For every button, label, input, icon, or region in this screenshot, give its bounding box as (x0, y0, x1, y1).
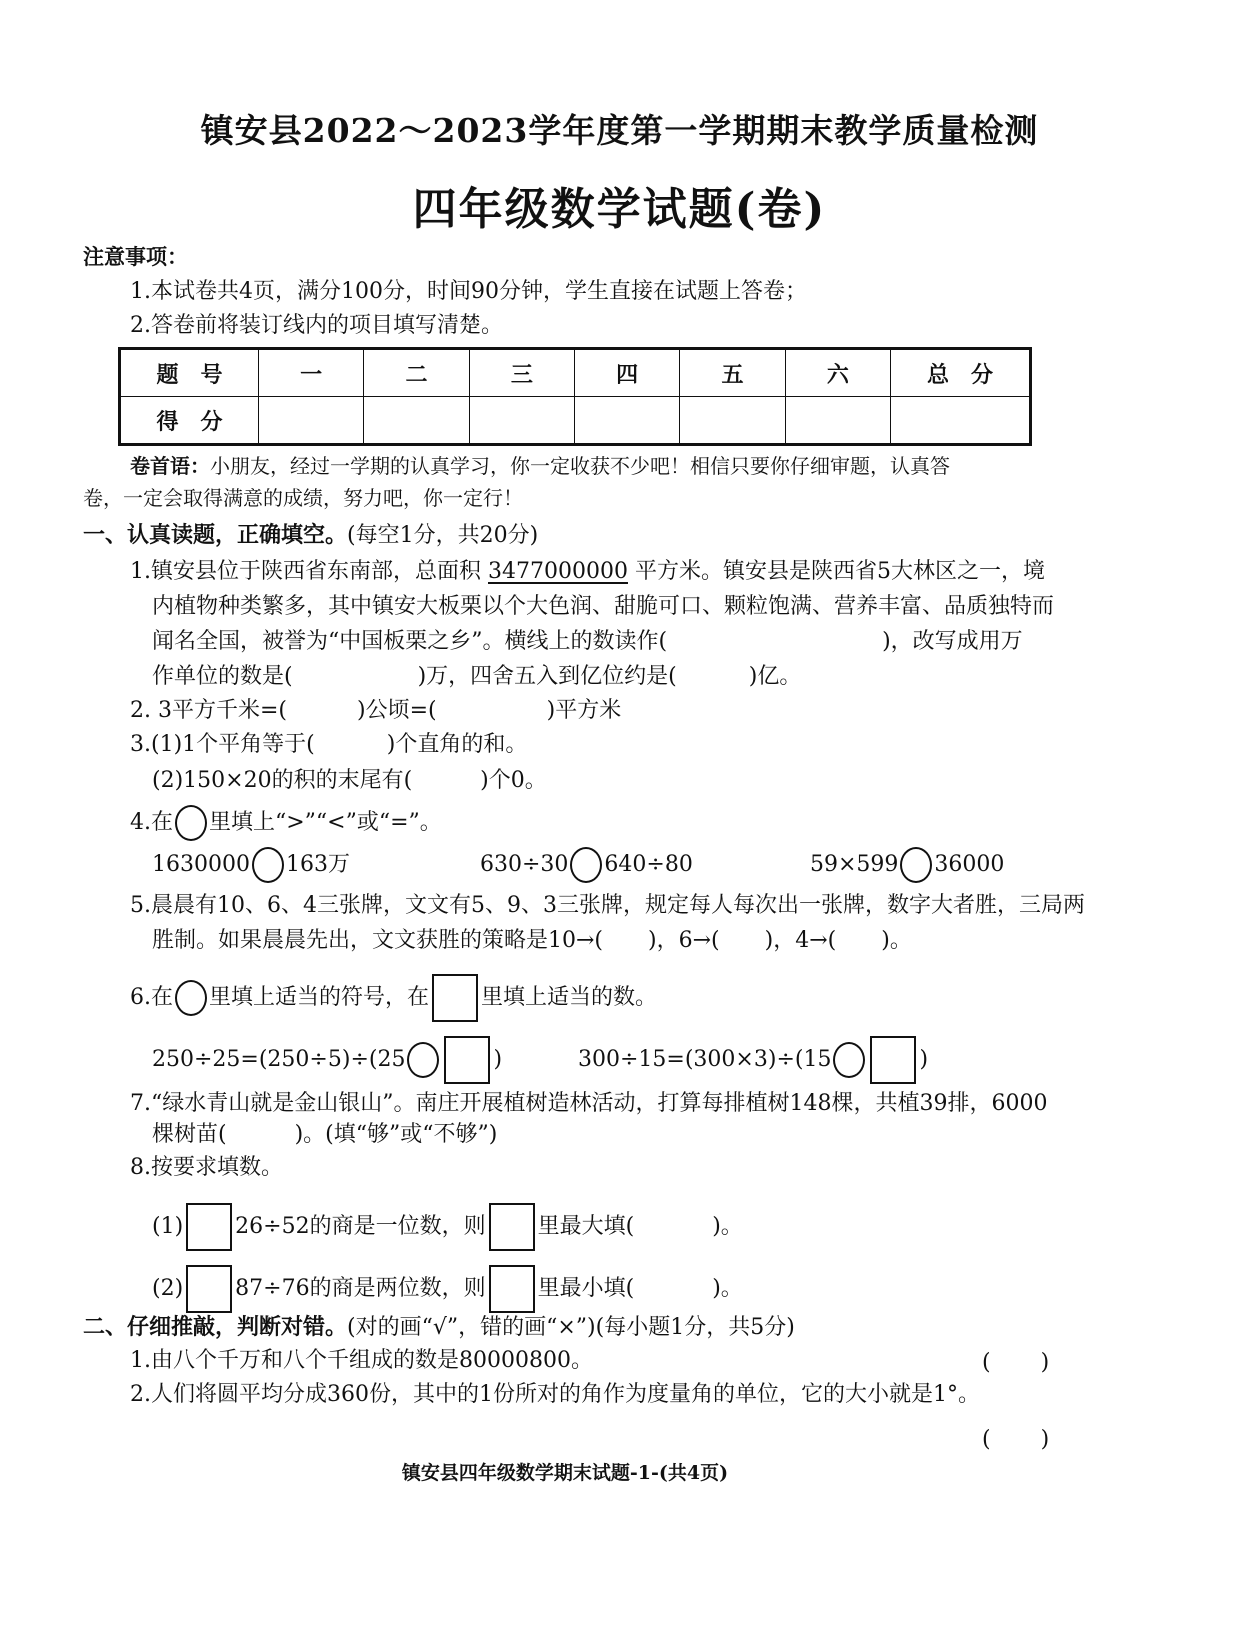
question-3-2 (152, 766, 547, 796)
text: ( (982, 1427, 991, 1452)
page-footer: 镇安县四年级数学期末试题-1-(共4页) (401, 1462, 729, 1484)
score-input[interactable] (259, 397, 364, 445)
text: 棵树苗( (152, 1122, 227, 1147)
text: 1.镇安县位于陕西省东南部，总面积 (130, 559, 481, 584)
text: ( (982, 1350, 991, 1375)
compare-circle[interactable] (252, 847, 284, 883)
table-cell: 六 (785, 349, 890, 397)
text: 36000 (934, 852, 1005, 877)
text: 163万 (285, 852, 350, 877)
text: 胜制。如果晨晨先出，文文获胜的策略是10→( (152, 928, 604, 953)
question-1-line (152, 662, 801, 692)
question-2 (130, 696, 621, 726)
judge-item: 2.人们将圆平均分成360份，其中的1份所对的角作为度量角的单位，它的大小就是1°。 (130, 1382, 980, 1407)
judge-item: 1.由八个千万和八个千组成的数是80000800。 (130, 1348, 593, 1373)
table-cell: 三 (469, 349, 574, 397)
number-box[interactable] (870, 1036, 916, 1084)
table-cell: 总 分 (891, 349, 1031, 397)
text: )。(填“够”或“不够”) (294, 1122, 498, 1147)
question-7-line (152, 1120, 497, 1150)
table-cell: 二 (364, 349, 469, 397)
text: 300÷15=(300×3)÷(15 (578, 1047, 832, 1072)
comparison (480, 847, 693, 883)
preface-text: 小朋友，经过一学期的认真学习，你一定收获不少吧！相信只要你仔细审题，认真答 (210, 454, 950, 478)
compare-circle[interactable] (570, 847, 602, 883)
circle-icon (175, 805, 207, 841)
table-cell: 题 号 (120, 349, 259, 397)
digit-box[interactable] (186, 1265, 232, 1313)
comparison (152, 847, 350, 883)
question-8-2 (152, 1265, 743, 1313)
table-cell: 四 (574, 349, 679, 397)
score-input[interactable] (469, 397, 574, 445)
compare-circle[interactable] (900, 847, 932, 883)
note-item: 1.本试卷共4页，满分100分，时间90分钟，学生直接在试题上答卷； (130, 279, 807, 304)
table-row (120, 397, 1031, 445)
equation (152, 1036, 502, 1084)
preface-text: 卷，一定会取得满意的成绩，努力吧，你一定行！ (83, 486, 523, 510)
text: 里最大填( (537, 1214, 635, 1239)
score-table (118, 347, 1032, 446)
text: 里填上“>”“<”或“=”。 (209, 810, 442, 835)
text: )公顷=( (357, 698, 437, 723)
section-title: 一、认真读题，正确填空。 (83, 522, 348, 548)
text: )，改写成用万 (882, 629, 1023, 654)
question-5-line: 5.晨晨有10、6、4三张牌，文文有5、9、3三张牌，规定每人每次出一张牌，数字大者胜，三局两 (130, 893, 1085, 918)
text: 作单位的数是( (152, 664, 293, 689)
preface-label: 卷首语： (130, 454, 210, 478)
square-icon (489, 1203, 535, 1251)
score-input[interactable] (891, 397, 1031, 445)
question-3-1 (130, 730, 527, 760)
score-input[interactable] (680, 397, 785, 445)
text: 闻名全国，被誉为“中国板栗之乡”。横线上的数读作( (152, 629, 668, 654)
table-cell: 得 分 (120, 397, 259, 445)
section1-heading (83, 520, 538, 551)
exam-title: 四年级数学试题(卷) (412, 184, 827, 235)
square-icon (489, 1265, 535, 1313)
judge-answer[interactable] (982, 1425, 1049, 1455)
text: 4.在 (130, 810, 173, 835)
number-box[interactable] (444, 1036, 490, 1084)
text: )。 (881, 928, 912, 953)
note-item: 2.答卷前将装订线内的项目填写清楚。 (130, 313, 503, 338)
score-note: (每空1分，共20分) (347, 523, 539, 548)
text: )亿。 (748, 664, 802, 689)
text: (2) (152, 1276, 184, 1301)
text: ) (493, 1047, 503, 1072)
question-1-line (152, 627, 1023, 657)
text: 平方米。镇安县是陕西省5大林区之一，境 (634, 559, 1045, 584)
text: 2. 3平方千米=( (130, 698, 287, 723)
text: )万，四舍五入到亿位约是( (417, 664, 677, 689)
notes-heading: 注意事项： (83, 244, 188, 269)
score-note: (对的画“√”，错的画“×”)(每小题1分，共5分) (347, 1315, 795, 1340)
text: )个直角的和。 (386, 732, 528, 757)
circle-icon (175, 980, 207, 1016)
text: ) (1040, 1350, 1050, 1375)
judge-answer[interactable] (982, 1348, 1049, 1378)
symbol-circle[interactable] (833, 1042, 865, 1078)
text: 1630000 (152, 852, 250, 877)
question-8-1 (152, 1203, 743, 1251)
text: 59×599 (810, 852, 899, 877)
text: )平方米 (546, 698, 622, 723)
text: (1) (152, 1214, 184, 1239)
text: ) (1040, 1427, 1050, 1452)
exam-title-line1: 镇安县2022～2023学年度第一学期期末教学质量检测 (200, 111, 1039, 150)
text: 3.(1)1个平角等于( (130, 732, 315, 757)
table-row (120, 349, 1031, 397)
question-4 (130, 805, 442, 841)
text: )，4→( (764, 928, 837, 953)
score-input[interactable] (574, 397, 679, 445)
text: 里填上适当的符号，在 (209, 985, 430, 1010)
underlined-number: 3477000000 (488, 559, 628, 584)
section2-heading (83, 1312, 795, 1343)
text: 87÷76的商是两位数，则 (235, 1276, 486, 1301)
text: 630÷30 (480, 852, 569, 877)
preface (130, 451, 950, 481)
section-title: 二、仔细推敲，判断对错。 (83, 1314, 348, 1340)
text: )。 (712, 1214, 743, 1239)
text: 里填上适当的数。 (481, 985, 658, 1010)
equation (578, 1036, 928, 1084)
text: 里最小填( (537, 1276, 635, 1301)
text: 6.在 (130, 985, 173, 1010)
text: 26÷52的商是一位数，则 (235, 1214, 486, 1239)
text: (2)150×20的积的末尾有( (152, 768, 413, 793)
question-1-line (130, 557, 1045, 587)
square-icon (432, 974, 478, 1022)
text: )，6→( (648, 928, 720, 953)
table-cell: 一 (259, 349, 364, 397)
question-1-line: 内植物种类繁多，其中镇安大板栗以个大色润、甜脆可口、颗粒饱满、营养丰富、品质独特而 (152, 594, 1055, 619)
score-input[interactable] (785, 397, 890, 445)
text: )。 (712, 1276, 743, 1301)
text: )个0。 (480, 768, 547, 793)
comparison (810, 847, 1004, 883)
symbol-circle[interactable] (407, 1042, 439, 1078)
question-7-line: 7.“绿水青山就是金山银山”。南庄开展植树造林活动，打算每排植树148棵，共植39排，6000 (130, 1091, 1048, 1116)
question-8-heading: 8.按要求填数。 (130, 1155, 283, 1180)
table-cell: 五 (680, 349, 785, 397)
score-input[interactable] (364, 397, 469, 445)
text: 640÷80 (604, 852, 693, 877)
question-6 (130, 974, 657, 1022)
text: ) (919, 1047, 929, 1072)
question-5-line (152, 926, 912, 956)
text: 250÷25=(250÷5)÷(25 (152, 1047, 406, 1072)
digit-box[interactable] (186, 1203, 232, 1251)
